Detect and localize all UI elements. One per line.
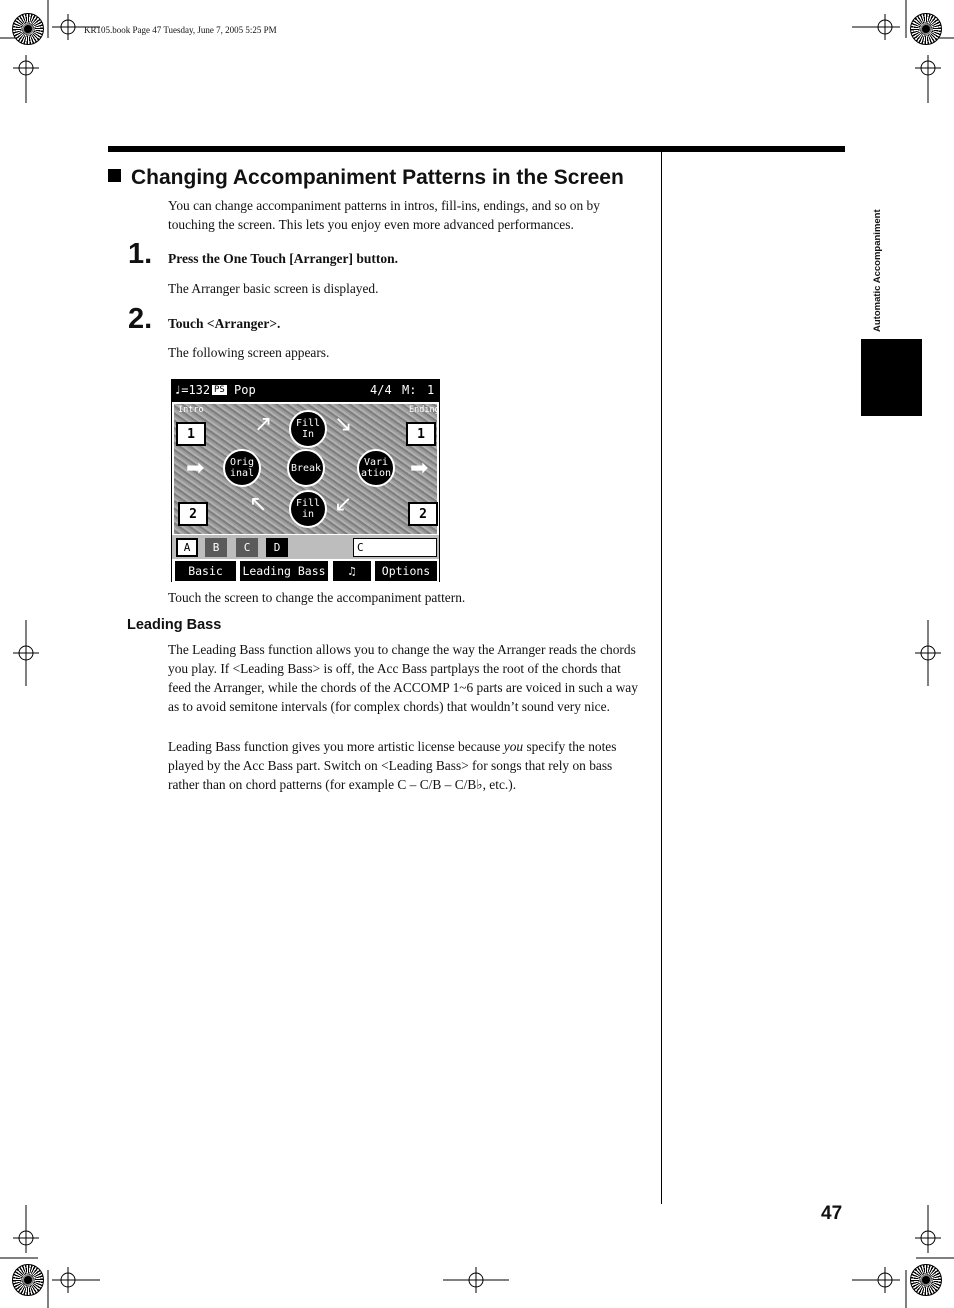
options-button[interactable]: Options (375, 561, 437, 581)
step-2-number: 2. (128, 303, 153, 335)
color-rosette-bottom-right (910, 1264, 942, 1296)
color-rosette-bottom-left (12, 1264, 44, 1296)
leading-bass-heading: Leading Bass (127, 617, 222, 633)
chapter-side-label: Automatic Accompaniment (872, 209, 883, 332)
step-1-number: 1. (128, 238, 153, 270)
arrow-right-end-icon: ➡ (410, 456, 429, 481)
measure-label: M: (402, 383, 417, 397)
arrow-down-right-icon: ↘ (334, 412, 353, 437)
tempo-display: ♩=132 (174, 383, 211, 397)
arrow-down-left-icon: ↙ (334, 492, 353, 517)
page-number: 47 (821, 1203, 843, 1224)
step-1-instruction: Press the One Touch [Arranger] button. (168, 251, 399, 266)
step-2-note: The following screen appears. (168, 345, 330, 360)
fill-in-down-button[interactable]: Fill in (289, 490, 327, 528)
original-button[interactable]: Orig inal (223, 449, 261, 487)
style-name: Pop (234, 383, 256, 397)
step-2-instruction: Touch <Arranger>. (168, 316, 281, 331)
leading-bass-button[interactable]: Leading Bass (240, 561, 328, 581)
arranger-screen (171, 379, 440, 582)
color-rosette-top-right (910, 13, 942, 45)
variation-d-button[interactable]: D (266, 538, 288, 557)
chapter-tab (861, 339, 922, 416)
arrow-right-icon: ➡ (186, 456, 205, 481)
basic-button[interactable]: Basic (175, 561, 236, 581)
screen-status-bar (172, 380, 439, 402)
square-bullet-icon (108, 169, 121, 182)
ending-1-button[interactable]: 1 (406, 422, 436, 446)
arrow-up-left-icon: ↖ (249, 492, 268, 517)
variation-row (172, 535, 439, 559)
fill-in-up-button[interactable]: Fill In (289, 410, 327, 448)
variation-c-button[interactable]: C (236, 538, 258, 557)
measure-value: 1 (427, 383, 435, 397)
leading-bass-paragraph-2: Leading Bass function gives you more artistic license because you specify the notes played by the Acc Bass part. Switch on <Leading Bass> for songs that rely on bass rather than on chord patterns (for example C – C/B – C/B♭, etc.). (168, 739, 617, 792)
intro-label: Intro (178, 405, 204, 415)
section-title: Changing Accompaniment Patterns in the Screen (108, 166, 624, 190)
variation-button[interactable]: Vari ation (357, 449, 395, 487)
chord-display: C (353, 538, 437, 557)
section-intro: You can change accompaniment patterns in intros, fill-ins, endings, and so on by touching the screen. This lets you enjoy even more advanced performances. (168, 198, 600, 232)
column-divider (661, 152, 662, 1204)
arrow-up-right-icon: ↗ (254, 412, 273, 437)
music-assistant-icon[interactable]: ♫ (333, 561, 371, 581)
time-signature: 4/4 (370, 383, 392, 397)
ending-label: Ending (409, 405, 440, 415)
intro-1-button[interactable]: 1 (176, 422, 206, 446)
break-button[interactable]: Break (287, 449, 325, 487)
screen-caption: Touch the screen to change the accompaniment pattern. (168, 590, 466, 605)
top-rule (108, 146, 845, 152)
ending-2-button[interactable]: 2 (408, 502, 438, 526)
variation-a-button[interactable]: A (176, 538, 198, 557)
pattern-touch-area[interactable] (174, 404, 440, 534)
variation-b-button[interactable]: B (205, 538, 227, 557)
style-badge: PS (214, 385, 225, 395)
leading-bass-paragraph-1: The Leading Bass function allows you to change the way the Arranger reads the chords you play. If <Leading Bass> is off, the Acc Bass partplays the root of the chords that feed the Arranger, while the chords of the ACCOMP 1~6 parts are voiced in such a way as to avoid semitone intervals (for complex chords) that wouldn’t sound very nice. (168, 642, 638, 714)
step-1-note: The Arranger basic screen is displayed. (168, 281, 379, 296)
intro-2-button[interactable]: 2 (178, 502, 208, 526)
file-info-header: KR105.book Page 47 Tuesday, June 7, 2005 5:25 PM (84, 25, 277, 35)
color-rosette-top-left (12, 13, 44, 45)
screen-button-row (172, 560, 439, 582)
